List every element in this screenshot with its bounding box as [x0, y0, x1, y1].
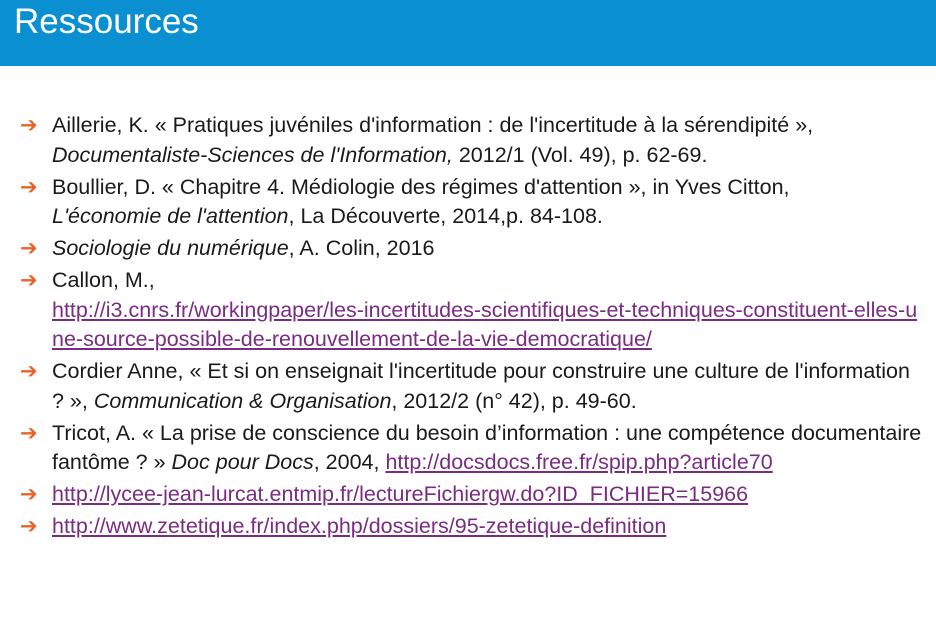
- reference-details: , 2004,: [313, 450, 386, 474]
- list-item: [0, 419, 936, 478]
- reference-source: Doc pour Docs: [171, 450, 314, 474]
- reference-source: Sociologie du numérique: [52, 236, 289, 260]
- arrow-bullet-icon: ➔: [20, 359, 38, 383]
- reference-source: L'économie de l'attention: [52, 204, 289, 228]
- reference-text: Callon, M.,: [52, 268, 155, 292]
- reference-text: Cordier Anne, « Et si on enseignait l'incertitude pour construire une culture de l'information ? »,: [52, 359, 910, 413]
- arrow-bullet-icon: ➔: [20, 174, 38, 199]
- reference-link[interactable]: http://docsdocs.free.fr/spip.php?article70: [385, 450, 773, 474]
- arrow-bullet-icon: ➔: [20, 236, 38, 260]
- list-item: [0, 266, 936, 355]
- list-item: [0, 512, 936, 542]
- reference-text: Boullier, D. « Chapitre 4. Médiologie des régimes d'attention », in Yves Citton,: [52, 174, 790, 199]
- reference-details: 2012/1 (Vol. 49), p. 62-69.: [452, 142, 708, 167]
- list-item: [0, 234, 936, 264]
- reference-source: Documentaliste-Sciences de l'Information,: [52, 142, 453, 167]
- reference-details: , La Découverte, 2014,p. 84-108.: [288, 204, 603, 228]
- list-item: [0, 357, 936, 416]
- reference-details: , A. Colin, 2016: [288, 236, 435, 260]
- reference-link[interactable]: http://lycee-jean-lurcat.entmip.fr/lectureFichiergw.do?ID_FICHIER=15966: [52, 482, 749, 506]
- list-item: [0, 480, 936, 510]
- reference-source: Communication & Organisation: [93, 388, 392, 413]
- arrow-bullet-icon: ➔: [20, 268, 38, 292]
- resource-list: [0, 111, 936, 544]
- reference-details: , 2012/2 (n° 42), p. 49-60.: [391, 388, 637, 413]
- page-title: Ressources: [14, 2, 199, 41]
- list-item: [0, 173, 936, 232]
- arrow-bullet-icon: ➔: [20, 482, 38, 506]
- reference-link[interactable]: http://i3.cnrs.fr/workingpaper/les-incertitudes-scientifiques-et-techniques-constituent-elles-une-source-possible-de-renouvellement-de-la-vie-democratique/: [52, 297, 918, 351]
- reference-text: Aillerie, K. « Pratiques juvéniles d'information : de l'incertitude à la sérendipité »,: [52, 113, 814, 137]
- arrow-bullet-icon: ➔: [20, 113, 38, 137]
- title-bar: [0, 0, 936, 66]
- arrow-bullet-icon: ➔: [20, 514, 38, 538]
- arrow-bullet-icon: ➔: [20, 420, 38, 445]
- list-item: [0, 111, 936, 170]
- reference-text: Tricot, A. « La prise de conscience du besoin d’information : une compétence documentaire fantôme ? »: [52, 420, 922, 474]
- reference-link[interactable]: http://www.zetetique.fr/index.php/dossiers/95-zetetique-definition: [52, 514, 667, 538]
